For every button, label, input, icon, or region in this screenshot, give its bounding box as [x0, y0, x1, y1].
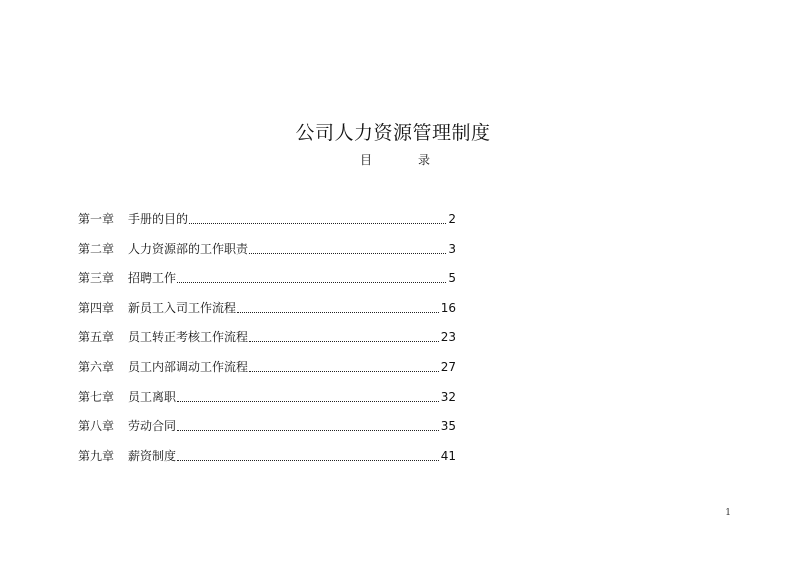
- toc-dot-leader: [249, 358, 439, 372]
- toc-chapter-label: 第九章: [78, 448, 115, 463]
- footer-page-number: 1: [725, 508, 731, 518]
- toc-chapter-label: 第四章: [78, 300, 115, 315]
- toc-entry-1[interactable]: [78, 210, 456, 240]
- table-of-contents: [78, 210, 456, 476]
- toc-chapter-label: 第七章: [78, 389, 115, 404]
- toc-chapter-label: 第六章: [78, 359, 115, 374]
- toc-chapter-label: 第三章: [78, 271, 115, 286]
- toc-dot-leader: [189, 210, 446, 224]
- toc-entry-title: 员工转正考核工作流程: [128, 330, 249, 345]
- toc-dot-leader: [237, 299, 439, 313]
- toc-dot-leader: [177, 388, 439, 402]
- toc-chapter-label: 第一章: [78, 212, 115, 226]
- toc-entry-title: 新员工入司工作流程: [128, 300, 237, 315]
- toc-heading-char-1: 目: [360, 153, 373, 167]
- toc-dot-leader: [249, 240, 446, 254]
- toc-entry-title: 招聘工作: [128, 271, 177, 286]
- toc-page-number: 32: [440, 389, 456, 404]
- toc-entry-2[interactable]: [78, 240, 456, 270]
- toc-page-number: 41: [440, 448, 456, 463]
- toc-entry-3[interactable]: [78, 269, 456, 299]
- toc-entry-4[interactable]: [78, 299, 456, 329]
- toc-chapter-label: 第五章: [78, 330, 115, 345]
- toc-heading-char-2: 录: [417, 153, 430, 167]
- toc-entry-title: 人力资源部的工作职责: [128, 241, 249, 256]
- toc-entry-6[interactable]: [78, 358, 456, 388]
- toc-entry-title: 员工内部调动工作流程: [128, 359, 249, 374]
- toc-heading: [360, 151, 430, 168]
- toc-entry-title: 手册的目的: [128, 212, 189, 226]
- toc-entry-title: 薪资制度: [128, 448, 177, 463]
- document-title: 公司人力资源管理制度: [295, 122, 491, 144]
- toc-dot-leader: [177, 269, 446, 283]
- toc-page-number: 16: [440, 300, 456, 315]
- toc-page-number: 27: [440, 359, 456, 374]
- toc-page-number: 23: [440, 330, 456, 345]
- toc-chapter-label: 第二章: [78, 241, 115, 256]
- toc-entry-9[interactable]: [78, 447, 456, 477]
- toc-page-number: 3: [448, 241, 456, 256]
- toc-entry-title: 劳动合同: [128, 419, 177, 434]
- toc-entry-7[interactable]: [78, 388, 456, 418]
- toc-dot-leader: [249, 328, 439, 342]
- toc-dot-leader: [177, 417, 439, 431]
- toc-page-number: 5: [448, 271, 456, 286]
- toc-dot-leader: [177, 447, 439, 461]
- toc-entry-title: 员工离职: [128, 389, 177, 404]
- toc-entry-8[interactable]: [78, 417, 456, 447]
- toc-page-number: 2: [448, 212, 456, 226]
- toc-chapter-label: 第八章: [78, 419, 115, 434]
- toc-entry-5[interactable]: [78, 328, 456, 358]
- toc-page-number: 35: [440, 419, 456, 434]
